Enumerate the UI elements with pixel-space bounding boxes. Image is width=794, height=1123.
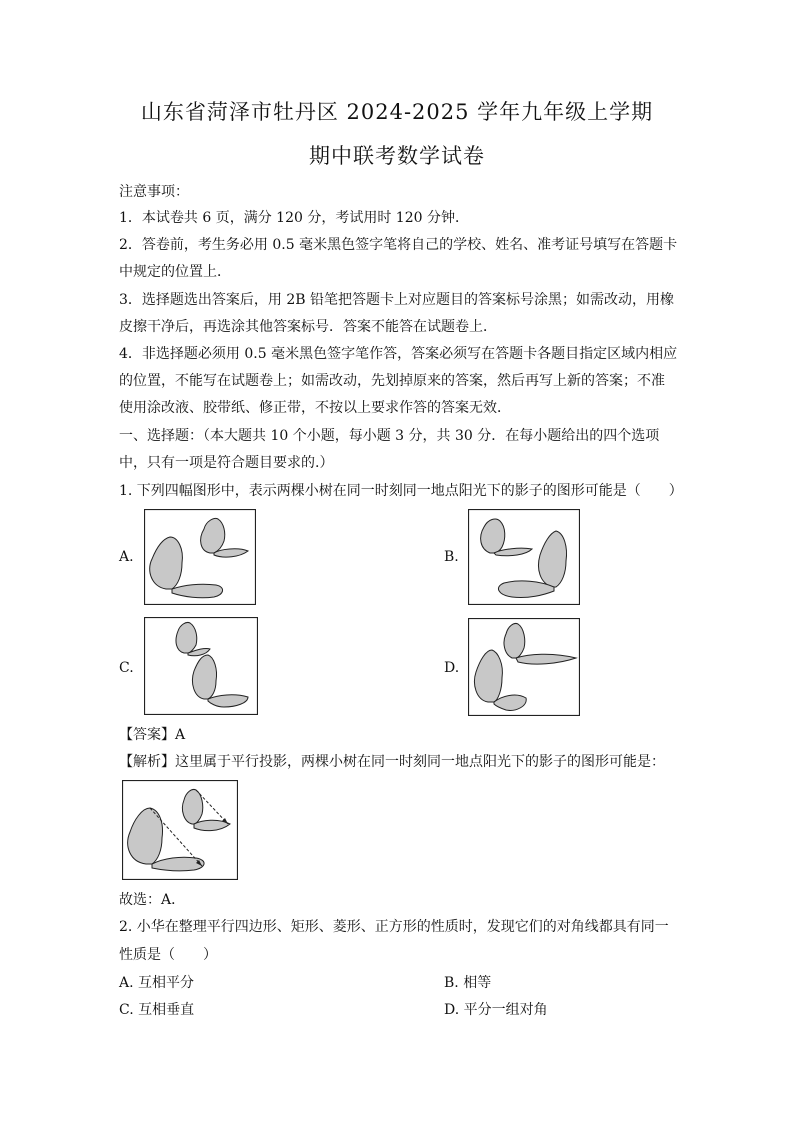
q2-option-d: D. 平分一组对角 xyxy=(444,1002,548,1018)
note-item-4-cont1: 的位置，不能写在试题卷上；如需改动，先划掉原来的答案，然后再写上新的答案；不准 xyxy=(119,373,665,389)
q1-option-c-figure xyxy=(144,617,258,715)
exam-title-line1: 山东省菏泽市牡丹区 2024-2025 学年九年级上学期 xyxy=(140,100,654,124)
note-item-3: 3．选择题选出答案后，用 2B 铅笔把答题卡上对应题目的答案标号涂黑；如需改动，用橡 xyxy=(119,292,675,308)
q1-option-a-figure xyxy=(144,509,256,605)
q2-option-c: C. 互相垂直 xyxy=(119,1002,195,1018)
q2-option-a: A. 互相平分 xyxy=(119,975,195,991)
section-heading: 一、选择题：（本大题共 10 个小题，每小题 3 分，共 30 分．在每小题给出的四个选项 xyxy=(119,428,660,444)
q1-option-c-label: C. xyxy=(119,660,134,676)
question-2-stem: 2. 小华在整理平行四边形、矩形、菱形、正方形的性质时，发现它们的对角线都具有同一 xyxy=(119,919,669,935)
question-2-stem-cont: 性质是（ ） xyxy=(119,947,217,963)
note-item-4-cont2: 使用涂改液、胶带纸、修正带，不按以上要求作答的答案无效． xyxy=(119,400,511,416)
q1-option-d-figure xyxy=(468,618,580,716)
section-heading-cont: 中，只有一项是符合题目要求的.） xyxy=(119,455,334,471)
note-item-1: 1．本试卷共 6 页，满分 120 分，考试用时 120 分钟． xyxy=(119,210,469,226)
q1-option-b-figure xyxy=(468,509,580,605)
q2-option-b: B. 相等 xyxy=(444,975,492,991)
q1-option-a-label: A. xyxy=(119,549,134,565)
q1-option-d-label: D. xyxy=(444,660,460,676)
question-1-stem: 1. 下列四幅图形中，表示两棵小树在同一时刻同一地点阳光下的影子的图形可能是（ ） xyxy=(119,483,683,499)
q1-answer: 【答案】A xyxy=(119,727,186,743)
q1-option-b-label: B. xyxy=(444,549,459,565)
q1-analysis: 【解析】这里属于平行投影，两棵小树在同一时刻同一地点阳光下的影子的图形可能是： xyxy=(119,754,665,770)
q1-analysis-figure xyxy=(122,780,238,880)
note-item-4: 4．非选择题必须用 0.5 毫米黑色签字笔作答，答案必须写在答题卡各题目指定区域内相应 xyxy=(119,346,678,362)
exam-title-line2: 期中联考数学试卷 xyxy=(309,144,485,168)
note-item-2: 2．答卷前，考生务必用 0.5 毫米黑色签字笔将自己的学校、姓名、准考证号填写在答题卡 xyxy=(119,237,678,253)
q1-conclusion: 故选：A． xyxy=(119,892,186,908)
notes-heading: 注意事项： xyxy=(119,184,189,200)
note-item-3-cont: 皮擦干净后，再选涂其他答案标号．答案不能答在试题卷上． xyxy=(119,319,497,335)
note-item-2-cont: 中规定的位置上． xyxy=(119,264,231,280)
